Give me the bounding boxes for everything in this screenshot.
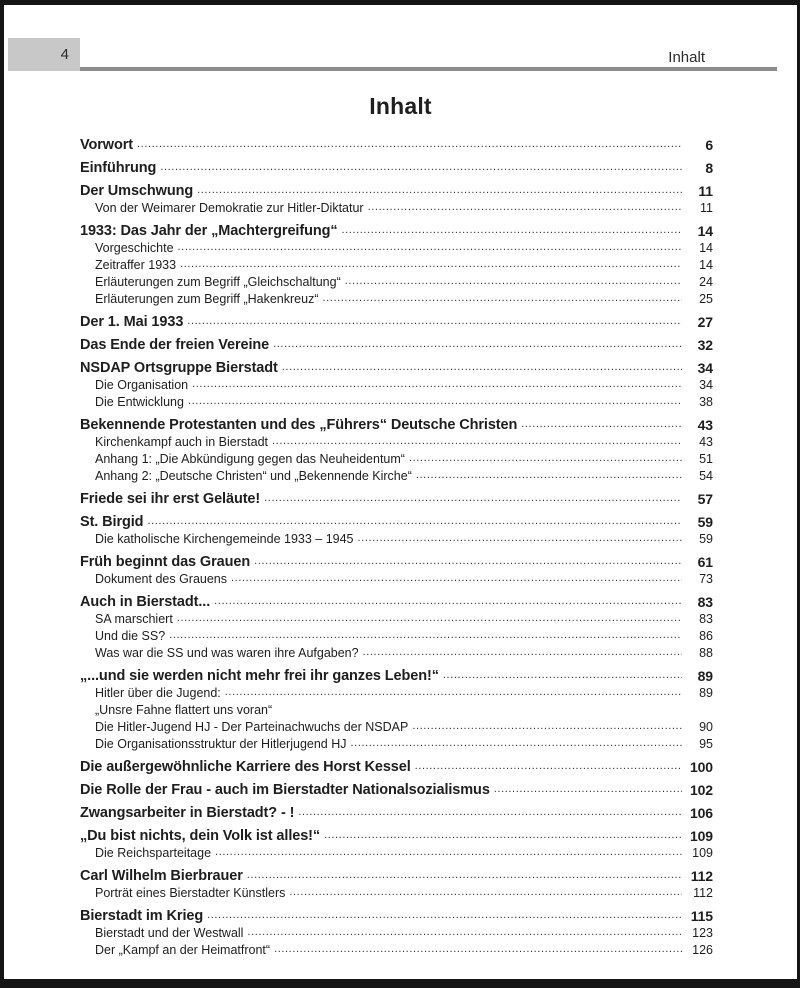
toc-entry-page: 43 (699, 435, 713, 449)
toc-entry (80, 804, 713, 822)
toc-entry-page: 14 (697, 223, 713, 239)
page-title: Inhalt (369, 93, 432, 119)
toc-entry (80, 611, 713, 628)
page-number: 4 (60, 46, 69, 63)
toc-entry-label: Friede sei ihr erst Geläute! (80, 491, 261, 507)
toc-entry-page: 89 (699, 686, 713, 700)
toc-entry (80, 907, 713, 925)
toc-entry (80, 434, 713, 451)
toc-entry (80, 490, 713, 508)
dot-leader (415, 757, 682, 775)
toc-entry (80, 394, 713, 411)
toc-entry-label: Und die SS? (95, 629, 166, 643)
toc-entry (80, 291, 713, 308)
toc-entry-page: 14 (699, 258, 713, 272)
dot-leader (177, 610, 682, 627)
toc-entry-label: Der „Kampf an der Heimatfront“ (95, 943, 271, 957)
toc-entry-page: 32 (697, 337, 713, 353)
toc-entry-page: 112 (690, 868, 713, 884)
dot-leader (363, 644, 682, 661)
toc-entry-label: Anhang 2: „Deutsche Christen“ und „Bekennende Kirche“ (95, 469, 412, 483)
dot-leader (254, 552, 682, 570)
toc-entry-page: 73 (699, 572, 713, 586)
toc-entry-label: Carl Wilhelm Bierbrauer (80, 868, 243, 884)
dot-leader (207, 906, 682, 924)
toc-entry-page: 38 (699, 395, 713, 409)
toc-entry-page: 8 (705, 160, 713, 176)
dot-leader (494, 780, 682, 798)
toc-entry (80, 553, 713, 571)
dot-leader (274, 941, 682, 958)
dot-leader (298, 803, 682, 821)
dot-leader (247, 924, 682, 941)
toc-entry (80, 136, 713, 154)
toc-entry (80, 257, 713, 274)
toc-entry-page: 109 (689, 828, 713, 844)
toc-entry (80, 313, 713, 331)
dot-leader (323, 290, 683, 307)
dot-leader (247, 866, 682, 884)
toc-entry (80, 336, 713, 354)
toc-entry-label: Zeitraffer 1933 (95, 258, 177, 272)
toc-entry-page: 109 (692, 846, 713, 860)
toc-entry-label: 1933: Das Jahr der „Machtergreifung“ (80, 223, 338, 239)
toc-entry (80, 240, 713, 257)
toc-entry (80, 685, 713, 702)
toc-entry-page: 102 (689, 782, 713, 798)
toc-entry-label: Die katholische Kirchengemeinde 1933 – 1945 (95, 532, 354, 546)
running-title: Inhalt (668, 49, 705, 66)
toc-entry-label: Die außergewöhnliche Karriere des Horst Kessel (80, 759, 411, 775)
header-rule (80, 67, 777, 71)
dot-leader (368, 199, 682, 216)
toc-entry-label: Der Umschwung (80, 183, 194, 199)
dot-leader (180, 256, 682, 273)
toc-entry-label: Die Hitler-Jugend HJ - Der Parteinachwuchs der NSDAP (95, 720, 409, 734)
toc-entry (80, 416, 713, 434)
dot-leader (351, 735, 683, 752)
toc-entry-page: 86 (699, 629, 713, 643)
toc-entry-page: 83 (697, 594, 713, 610)
toc-entry-label: Porträt eines Bierstadter Künstlers (95, 886, 286, 900)
toc-entry (80, 885, 713, 902)
toc-entry-page: 11 (698, 183, 713, 199)
toc-entry-page: 14 (699, 241, 713, 255)
toc-entry-label: Von der Weimarer Demokratie zur Hitler-Diktatur (95, 201, 364, 215)
toc-entry-page: 59 (697, 514, 713, 530)
toc-entry (80, 781, 713, 799)
dot-leader (187, 312, 682, 330)
toc-entry-label: Früh beginnt das Grauen (80, 554, 251, 570)
dot-leader (197, 181, 682, 199)
toc-entry-page: 61 (697, 554, 713, 570)
toc-entry-label: „Unsre Fahne flattert uns voran“ (95, 703, 273, 717)
toc-entry (80, 719, 713, 736)
dot-leader (443, 666, 682, 684)
toc-entry (80, 628, 713, 645)
toc-entry-label: Bierstadt und der Westwall (95, 926, 244, 940)
toc-entry-label: Vorwort (80, 137, 134, 153)
toc-entry-label: SA marschiert (95, 612, 173, 626)
toc-entry-label: „Du bist nichts, dein Volk ist alles!“ (80, 828, 321, 844)
toc-entry (80, 845, 713, 862)
toc-entry-label: Die Reichsparteitage (95, 846, 212, 860)
dot-leader (169, 627, 682, 644)
toc-entry-label: Die Entwicklung (95, 395, 184, 409)
toc-entry-page: 25 (699, 292, 713, 306)
toc-entry-page: 51 (699, 452, 713, 466)
toc-entry-label: Zwangsarbeiter in Bierstadt? - ! (80, 805, 295, 821)
toc-entry-page: 88 (699, 646, 713, 660)
toc-entry (80, 827, 713, 845)
toc-entry-page: 89 (697, 668, 713, 684)
dot-leader (231, 570, 682, 587)
dot-leader (225, 684, 682, 701)
toc-entry (80, 758, 713, 776)
toc-entry-page: 59 (699, 532, 713, 546)
toc-entry-label: NSDAP Ortsgruppe Bierstadt (80, 360, 278, 376)
toc-entry-label: St. Birgid (80, 514, 144, 530)
toc-entry-label: Die Rolle der Frau - auch im Bierstadter Nationalsozialismus (80, 782, 490, 798)
toc-entry-label: Was war die SS und was waren ihre Aufgaben? (95, 646, 359, 660)
toc-entry-page: 11 (700, 201, 713, 215)
toc-entry-label: Erläuterungen zum Begriff „Hakenkreuz“ (95, 292, 319, 306)
dot-leader (409, 450, 682, 467)
toc-entry (80, 468, 713, 485)
toc-entry-label: Einführung (80, 160, 157, 176)
toc-entry (80, 159, 713, 177)
dot-leader (289, 884, 682, 901)
toc-entry-label: Die Organisationsstruktur der Hitlerjugend HJ (95, 737, 347, 751)
toc-entry-page: 112 (693, 886, 713, 900)
toc-entry-label: Bierstadt im Krieg (80, 908, 204, 924)
dot-leader (358, 530, 682, 547)
dot-leader (264, 489, 682, 507)
toc-entry-label: Dokument des Grauens (95, 572, 228, 586)
toc-entry-page: 6 (705, 137, 713, 153)
toc-entry (80, 942, 713, 959)
toc-entry (80, 513, 713, 531)
dot-leader (416, 467, 682, 484)
dot-leader (192, 376, 682, 393)
dot-leader (412, 718, 682, 735)
dot-leader (345, 273, 682, 290)
toc-entry-page: 123 (692, 926, 713, 940)
toc-entry-label: Vorgeschichte (95, 241, 174, 255)
table-of-contents (80, 131, 713, 959)
toc-entry (80, 531, 713, 548)
toc-entry-label: Anhang 1: „Die Abkündigung gegen das Neuheidentum“ (95, 452, 405, 466)
dot-leader (272, 433, 682, 450)
toc-entry (80, 736, 713, 753)
dot-leader (282, 358, 682, 376)
toc-entry (80, 222, 713, 240)
toc-entry (80, 645, 713, 662)
toc-entry-page: 83 (699, 612, 713, 626)
scanned-page (4, 5, 797, 979)
toc-entry (80, 702, 713, 719)
toc-entry-page: 34 (697, 360, 713, 376)
toc-entry-label: Das Ende der freien Vereine (80, 337, 270, 353)
toc-entry (80, 593, 713, 611)
dot-leader (521, 415, 682, 433)
toc-entry-page: 106 (689, 805, 713, 821)
dot-leader (147, 512, 682, 530)
dot-leader (215, 844, 682, 861)
toc-entry (80, 571, 713, 588)
toc-entry-page: 34 (699, 378, 713, 392)
toc-entry (80, 182, 713, 200)
toc-entry-label: Auch in Bierstadt... (80, 594, 211, 610)
dot-leader (214, 592, 682, 610)
toc-entry-page: 24 (699, 275, 713, 289)
toc-entry-page: 57 (697, 491, 713, 507)
toc-entry-label: Die Organisation (95, 378, 189, 392)
toc-entry (80, 377, 713, 394)
toc-entry (80, 667, 713, 685)
toc-entry-label: „...und sie werden nicht mehr frei ihr ganzes Leben!“ (80, 668, 439, 684)
toc-entry (80, 359, 713, 377)
toc-entry (80, 200, 713, 217)
toc-entry-page: 27 (697, 314, 713, 330)
page-number-box (8, 38, 80, 71)
dot-leader (178, 239, 682, 256)
dot-leader (273, 335, 682, 353)
toc-entry-page: 115 (690, 908, 713, 924)
dot-leader (160, 158, 682, 176)
toc-entry (80, 274, 713, 291)
dot-leader (342, 221, 683, 239)
toc-entry (80, 451, 713, 468)
toc-entry-label: Bekennende Protestanten und des „Führers“ Deutsche Christen (80, 417, 518, 433)
toc-entry-page: 54 (699, 469, 713, 483)
toc-entry (80, 925, 713, 942)
toc-entry-page: 100 (689, 759, 713, 775)
toc-entry-label: Der 1. Mai 1933 (80, 314, 184, 330)
toc-entry-page: 90 (699, 720, 713, 734)
toc-entry-page: 43 (697, 417, 713, 433)
toc-entry-label: Erläuterungen zum Begriff „Gleichschaltung“ (95, 275, 341, 289)
toc-entry-label: Kirchenkampf auch in Bierstadt (95, 435, 269, 449)
dot-leader (188, 393, 682, 410)
toc-entry (80, 867, 713, 885)
dot-leader (324, 826, 682, 844)
toc-entry-page: 95 (699, 737, 713, 751)
dot-leader (137, 135, 682, 153)
toc-entry-page: 126 (692, 943, 713, 957)
toc-entry-label: Hitler über die Jugend: (95, 686, 221, 700)
